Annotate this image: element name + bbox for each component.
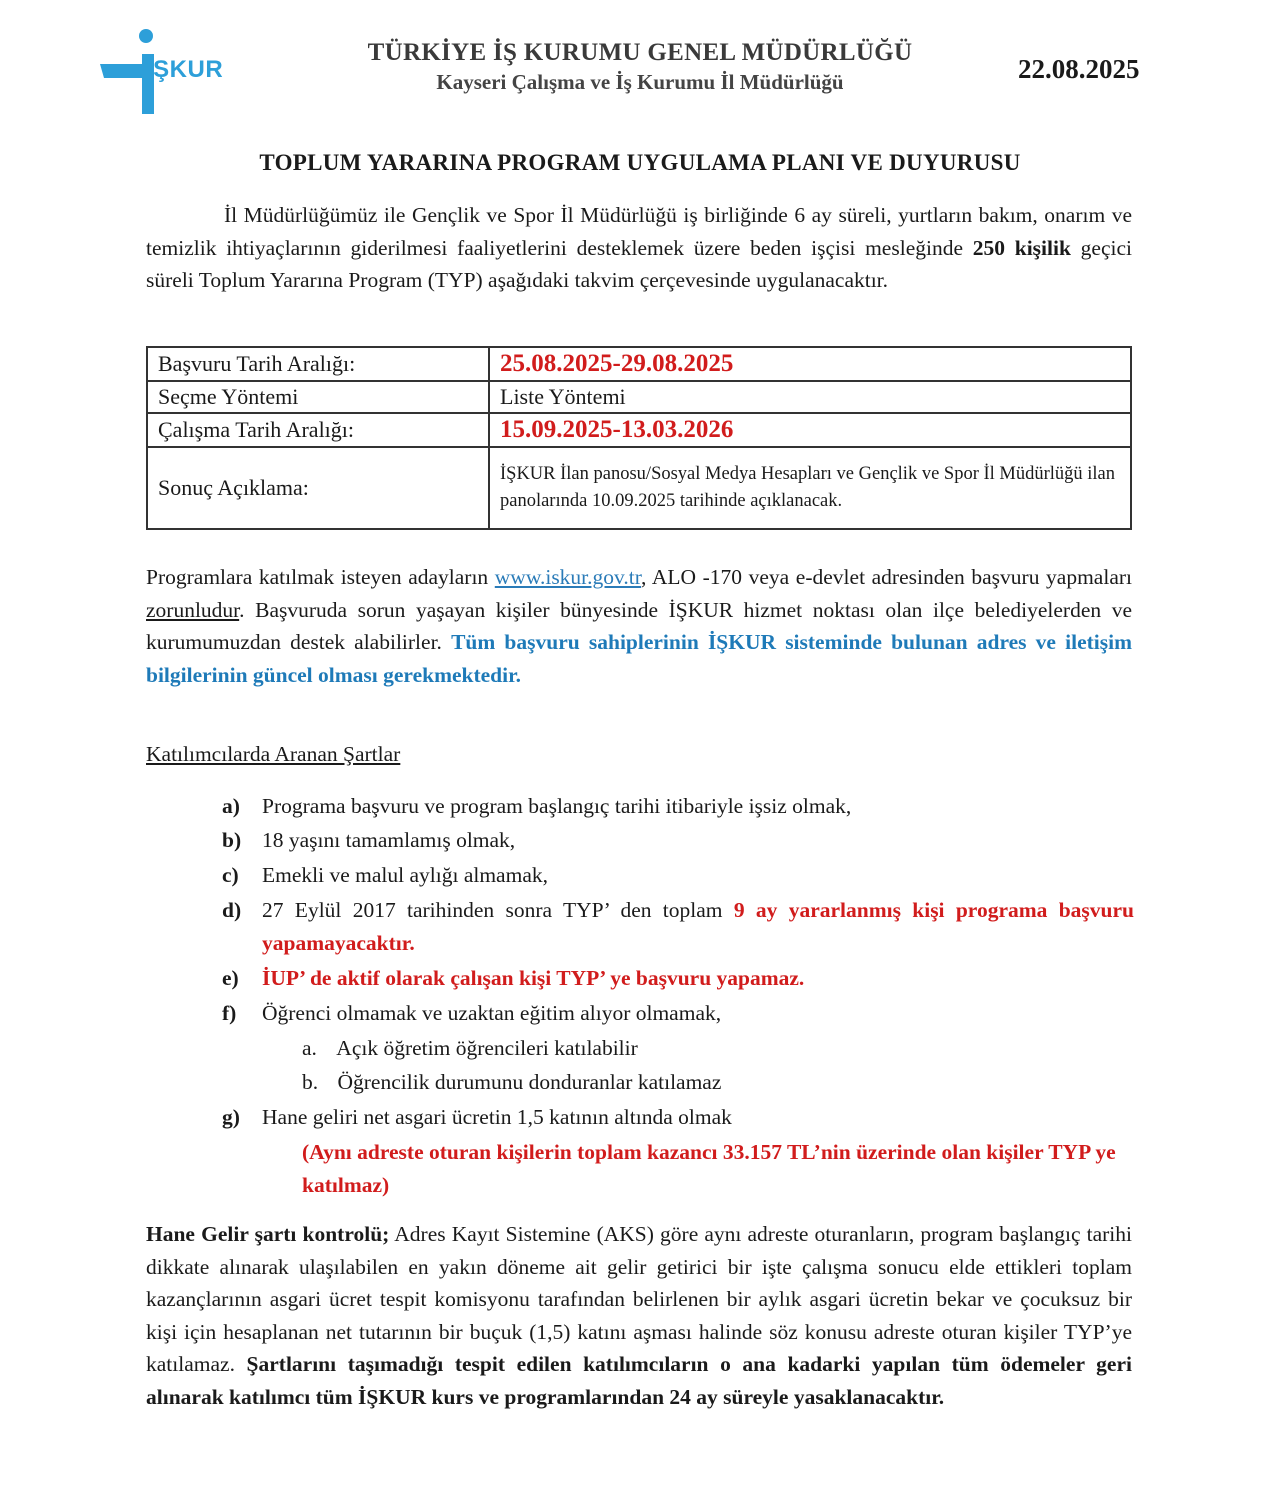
table-cell-label: Seçme Yöntemi [147,381,489,413]
application-dates: 25.08.2025-29.08.2025 [500,350,734,377]
table-cell-label: Sonuç Açıklama: [147,447,489,529]
condition-letter: g) [222,1105,240,1129]
condition-b [222,824,1134,857]
apply-text-1: Programlara katılmak isteyen adayların [146,565,495,589]
income-control-paragraph [146,1218,1132,1413]
table-cell-value: Liste Yöntemi [489,381,1131,413]
intro-bold: 250 kişilik [972,235,1071,260]
condition-letter: e) [222,966,239,990]
condition-letter: a) [222,794,240,818]
intro-text-2: geçici süreli Toplum Yararına Program (TYP) aşağıdaki takvim çerçevesinde uygulanacaktır. [146,235,1132,292]
table-cell-label: Çalışma Tarih Aralığı: [147,413,489,447]
condition-text: Programa başvuru ve program başlangıç tarihi itibariyle işsiz olmak, [262,794,852,818]
apply-underlined: zorunludur [146,597,240,622]
application-paragraph [146,561,1132,691]
table-row [147,447,1131,529]
condition-c [222,859,1134,892]
sub-condition-a [302,1032,638,1065]
iskur-logo [98,26,298,118]
table-row [147,347,1131,381]
condition-g [222,1101,1134,1134]
conditions-title: Katılımcılarda Aranan Şartlar [146,742,401,766]
income-limit-note: (Aynı adreste oturan kişilerin toplam kazancı 33.157 TL’nin üzerinde olan kişiler TYP ye katılmaz) [302,1140,1116,1197]
organization-subtitle: Kayseri Çalışma ve İş Kurumu İl Müdürlüğü [436,70,844,94]
control-text: Adres Kayıt Sistemine (AKS) göre aynı adreste oturanların, program başlangıç tarihi dikkate alınarak ulaşılabilen en yakın döneme ait gelir getirici bir işte çalışma sonucu elde ettikleri toplam kazançlarının asgari ücret tespit komisyonu tarafından belirlenen bir aylık asgari ücretin bekar ve çocuksuz bir kişi için hesaplanan net tutarının bir buçuk (1,5) katını aşması halinde söz konusu adreste oturan kişiler TYP’ye katılamaz. [146,1222,1132,1376]
condition-e [222,962,1134,995]
apply-text-2: , ALO -170 veya e-devlet adresinden başvuru yapmaları [641,565,1132,589]
condition-d [222,894,1134,959]
document-date: 22.08.2025 [1018,54,1140,84]
logo-text: İŞKUR [146,56,224,83]
sub-text: Öğrencilik durumunu donduranlar katılamaz [337,1070,722,1094]
apply-text-3: . Başvuruda sorun yaşayan kişiler bünyesinde İŞKUR hizmet noktası olan ilçe belediyelerden ve kurumumuzdan destek alabilirler. [146,597,1132,654]
condition-a [222,790,1134,823]
table-cell-value [489,413,1131,447]
sub-letter: a. [302,1036,317,1060]
intro-paragraph [146,199,1132,297]
table-row [147,413,1131,447]
table-row [147,381,1131,413]
sub-letter: b. [302,1070,319,1094]
control-warning: Şartlarını taşımadığı tespit edilen katılımcıların o ana kadarki yapılan tüm ödemeler geri alınarak katılımcı tüm İŞKUR kurs ve programlarından 24 ay süreyle yasaklanacaktır. [146,1352,1132,1409]
condition-text: Öğrenci olmamak ve uzaktan eğitim alıyor olmamak, [262,1001,722,1025]
intro-text-1: İl Müdürlüğümüz ile Gençlik ve Spor İl Müdürlüğü iş birliğinde 6 ay süreli, yurtların bakım, onarım ve temizlik ihtiyaçlarının giderilmesi faaliyetlerini desteklemek üzere beden işçisi mesleğinde [146,203,1132,260]
organization-title: TÜRKİYE İŞ KURUMU GENEL MÜDÜRLÜĞÜ [367,39,913,66]
iskur-website-link[interactable]: www.iskur.gov.tr [494,565,642,589]
apply-notice-blue: Tüm başvuru sahiplerinin İŞKUR sisteminde bulunan adres ve iletişim bilgilerinin güncel olması gerekmektedir. [146,630,1132,687]
sub-text: Açık öğretim öğrencileri katılabilir [336,1036,638,1060]
condition-text: 18 yaşını tamamlamış olmak, [262,828,516,852]
document-title: TOPLUM YARARINA PROGRAM UYGULAMA PLANI VE DUYURUSU [259,150,1021,175]
schedule-table [146,346,1132,530]
sub-condition-b [302,1066,721,1099]
condition-d-text: 27 Eylül 2017 tarihinden sonra TYP’ den toplam [262,898,734,922]
condition-letter: b) [222,828,242,852]
condition-text: Emekli ve malul aylığı almamak, [262,863,548,887]
table-cell-value [489,347,1131,381]
condition-text: Hane geliri net asgari ücretin 1,5 katının altında olmak [262,1105,732,1129]
condition-e-red: İUP’ de aktif olarak çalışan kişi TYP’ ye başvuru yapamaz. [262,966,805,990]
condition-d-red: 9 ay yararlanmış kişi programa başvuru yapamayacaktır. [262,898,1134,955]
condition-letter: d) [222,898,242,922]
work-dates: 15.09.2025-13.03.2026 [500,416,734,443]
control-lead: Hane Gelir şartı kontrolü; [146,1222,390,1246]
table-cell-label: Başvuru Tarih Aralığı: [147,347,489,381]
header-organization [340,38,940,96]
condition-f [222,997,1134,1030]
condition-letter: f) [222,1001,237,1025]
condition-letter: c) [222,863,239,887]
condition-text [262,894,1134,959]
table-cell-value: İŞKUR İlan panosu/Sosyal Medya Hesapları ve Gençlik ve Spor İl Müdürlüğü ilan panolarında 10.09.2025 tarihinde açıklanacak. [489,447,1131,529]
